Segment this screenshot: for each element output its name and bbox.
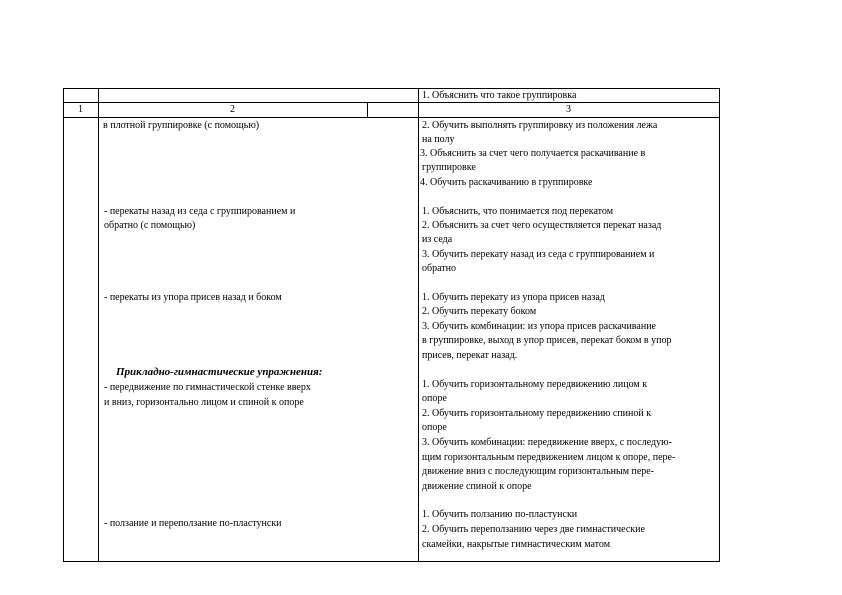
objective-line: движение вниз с последующим горизонтальным пере- [422, 466, 655, 477]
exercise-item: - передвижение по гимнастической стенке вверх [104, 382, 311, 393]
exercise-item: в плотной группировке (с помощью) [103, 120, 260, 131]
section-heading: Прикладно-гимнастические упражнения: [116, 366, 323, 378]
table-bottom-border [63, 561, 720, 562]
exercise-item: - ползание и переползание по-пластунски [104, 518, 282, 529]
objective-line: опоре [422, 422, 447, 433]
header-col-2: 2 [230, 104, 235, 115]
exercise-item: и вниз, горизонтально лицом и спиной к опоре [104, 397, 304, 408]
objective-line: присев, перекат назад. [422, 350, 518, 361]
objective-line: в группировке, выход в упор присев, перекат боком в упор [422, 335, 672, 346]
table-row-divider [63, 102, 720, 103]
objective-line: 1. Объяснить, что понимается под перекатом [422, 206, 614, 217]
objective-line: 2. Обучить горизонтальному передвижению спиной к [422, 408, 652, 419]
objective-line: щим горизонтальным передвижением лицом к опоре, пере- [422, 452, 676, 463]
objective-line: движение спиной к опоре [422, 481, 532, 492]
top-row-objective: 1. Объяснить что такое группировка [422, 90, 577, 101]
objective-line: 2. Обучить переползанию через две гимнастические [422, 524, 645, 535]
objective-line: 3. Обучить комбинации: передвижение вверх, с последую- [422, 437, 672, 448]
exercise-item: обратно (с помощью) [104, 220, 196, 231]
objective-line: обратно [422, 263, 456, 274]
table-right-border [719, 88, 720, 562]
objective-line: 2. Обучить перекату боком [422, 306, 537, 317]
table-left-border [63, 88, 64, 562]
objective-line: из седа [422, 234, 453, 245]
objective-line: группировке [422, 162, 476, 173]
objective-line: 1. Обучить горизонтальному передвижению лицом к [422, 379, 648, 390]
objective-line: 3. Обучить перекату назад из седа с группированием и [422, 249, 655, 260]
header-col-1: 1 [78, 104, 83, 115]
exercise-item: - перекаты из упора присев назад и боком [104, 292, 282, 303]
table-col-divider-2 [418, 88, 419, 562]
objective-line: 3. Объяснить за счет чего получается раскачивание в [420, 148, 646, 159]
objective-line: скамейки, накрытые гимнастическим матом [422, 539, 611, 550]
objective-line: 4. Обучить раскачиванию в группировке [420, 177, 593, 188]
objective-line: 2. Обучить выполнять группировку из положения лежа [422, 120, 658, 131]
table-header-divider [63, 117, 720, 118]
table-top-border [63, 88, 720, 89]
objective-line: 3. Обучить комбинации: из упора присев раскачивание [422, 321, 656, 332]
objective-line: 1. Обучить ползанию по-пластунски [422, 509, 578, 520]
objective-line: 2. Объяснить за счет чего осуществляется перекат назад [422, 220, 662, 231]
header-col-3: 3 [566, 104, 571, 115]
exercise-item: - перекаты назад из седа с группированием и [104, 206, 296, 217]
objective-line: опоре [422, 393, 447, 404]
table-col-divider-1 [98, 88, 99, 562]
table-col-divider-sub [367, 102, 368, 117]
objective-line: 1. Обучить перекату из упора присев назад [422, 292, 605, 303]
objective-line: на полу [422, 134, 455, 145]
